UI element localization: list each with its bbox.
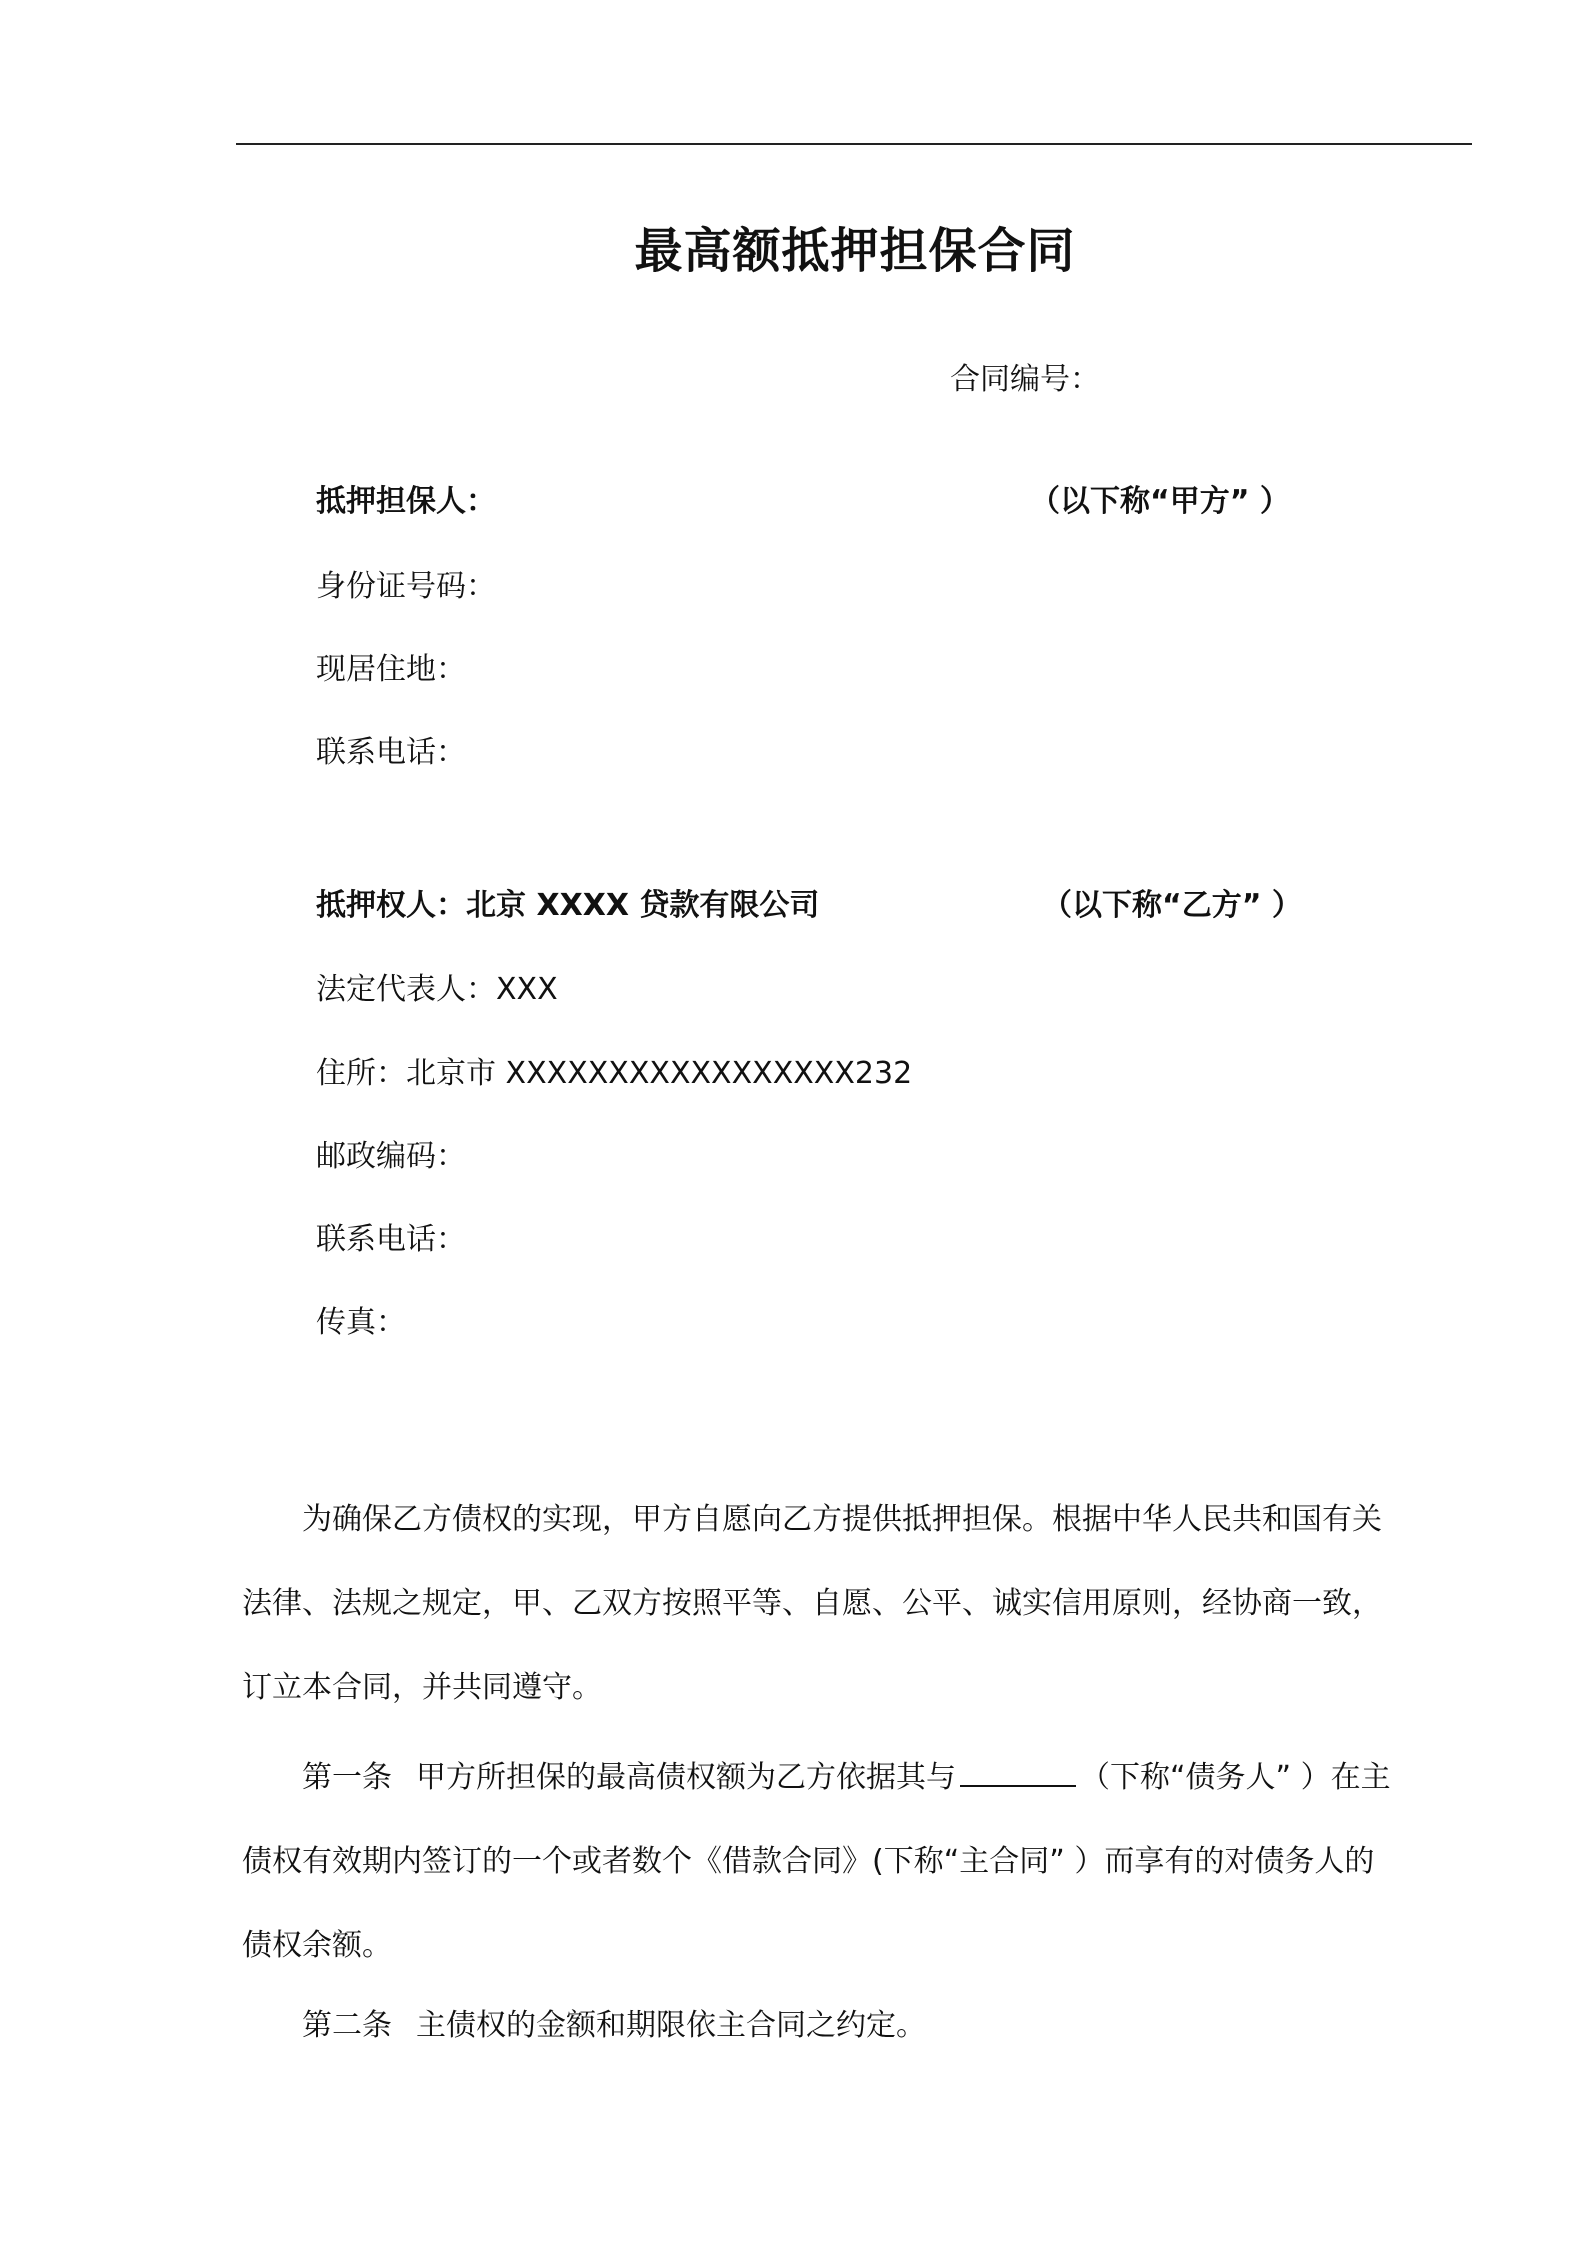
party-b-postcode-label: 邮政编码： — [316, 1139, 466, 1174]
preamble-line: 法律、法规之规定，甲、乙双方按照平等、自愿、公平、诚实信用原则，经协商一致， — [242, 1586, 1382, 1621]
party-b-address: 住所：北京市 XXXXXXXXXXXXXXXXX232 — [316, 1056, 913, 1091]
preamble — [242, 1478, 1502, 1730]
article-1-text-before: 甲方所担保的最高债权额为乙方依据其与 — [416, 1760, 956, 1795]
party-a-label: 抵押担保人： — [316, 484, 496, 519]
debtor-blank — [960, 1755, 1076, 1787]
party-a-note: （以下称“甲方” ） — [1030, 484, 1290, 519]
document-title: 最高额抵押担保合同 — [634, 223, 1076, 279]
article-2 — [242, 1984, 1502, 2068]
party-b-label: 抵押权人：北京 XXXX 贷款有限公司 — [316, 888, 820, 923]
article-2-line — [242, 1984, 1502, 2068]
article-1-line-2: 债权有效期内签订的一个或者数个《借款合同》(下称“主合同” ）而享有的对债务人的 — [242, 1844, 1375, 1879]
party-b-fax-label: 传真： — [316, 1305, 406, 1340]
article-2-text: 主债权的金额和期限依主合同之约定。 — [416, 2008, 926, 2043]
contract-number-label: 合同编号： — [950, 362, 1100, 397]
party-b-representative: 法定代表人：XXX — [316, 972, 558, 1007]
article-1-line-3: 债权余额。 — [242, 1928, 392, 1963]
article-1-line-1 — [242, 1736, 1502, 1820]
preamble-line: 为确保乙方债权的实现，甲方自愿向乙方提供抵押担保。根据中华人民共和国有关 — [302, 1502, 1382, 1537]
article-1-head: 第一条 — [302, 1760, 392, 1795]
article-1 — [242, 1736, 1502, 1988]
preamble-line: 订立本合同，并共同遵守。 — [242, 1670, 602, 1705]
party-a-address-label: 现居住地： — [316, 652, 466, 687]
party-a-phone-label: 联系电话： — [316, 735, 466, 770]
header-rule — [236, 143, 1472, 145]
article-1-text-after: （下称“债务人” ）在主 — [1080, 1760, 1391, 1795]
party-a-id-label: 身份证号码： — [316, 569, 496, 604]
article-2-head: 第二条 — [302, 2008, 392, 2043]
party-b-phone-label: 联系电话： — [316, 1222, 466, 1257]
party-b-note: （以下称“乙方” ） — [1042, 888, 1302, 923]
